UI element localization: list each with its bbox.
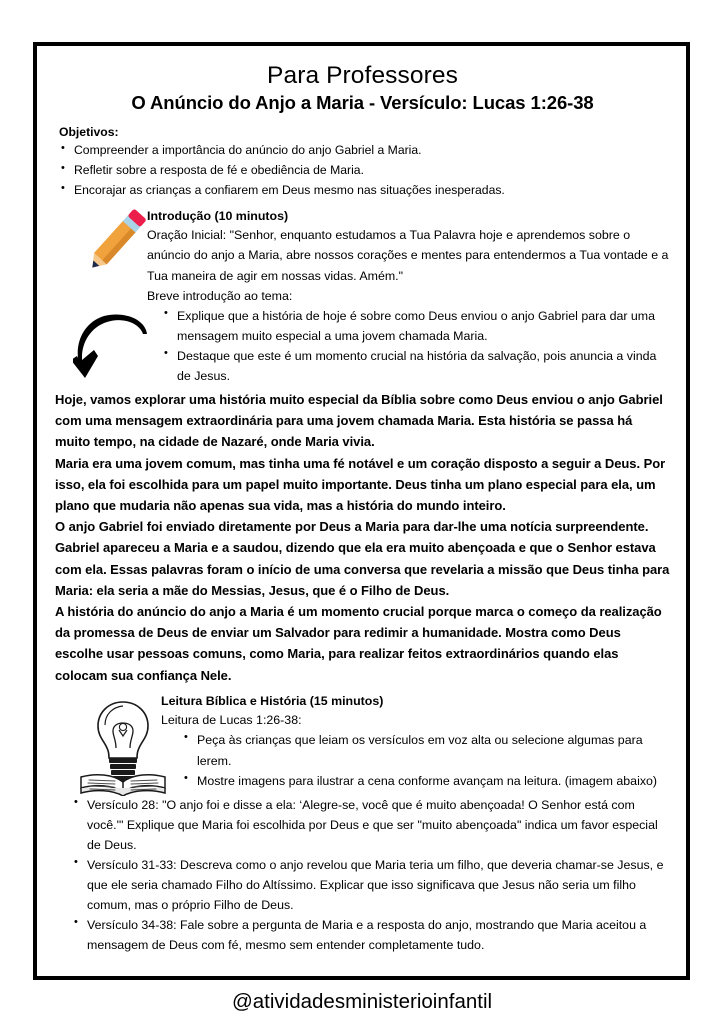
narrative-paragraph: O anjo Gabriel foi enviado diretamente por Deus a Maria para dar-lhe uma notícia surpreendente. Gabriel apareceu a Maria e a saudou, dizendo que ela era muito abençoada e que o Senhor estava com ela. Essas palavras foram o início de uma conversa que revelaria a missão que Deus tinha para Maria: ela seria a mãe do Messias, Jesus, que é o Filho de Deus. xyxy=(55,519,670,598)
list-item: • Peça às crianças que leiam os versículos em voz alta ou selecione algumas para lerem. xyxy=(179,730,670,770)
bible-reading-bullet-list xyxy=(179,730,670,790)
introduction-bullet-text xyxy=(159,306,670,386)
bible-reading-label: Leitura de Lucas 1:26-38: xyxy=(161,713,302,728)
list-item: • Mostre imagens para ilustrar a cena conforme avançam na leitura. (imagem abaixo) xyxy=(179,771,670,791)
introduction-bullets-section xyxy=(55,306,670,386)
introduction-topic-label: Breve introdução ao tema: xyxy=(147,288,293,303)
introduction-section xyxy=(55,207,670,306)
lightbulb-on-book-icon xyxy=(75,696,171,801)
page-content xyxy=(37,46,686,976)
bible-reading-text xyxy=(161,692,670,791)
curved-arrow-icon xyxy=(73,308,151,385)
list-item: • Refletir sobre a resposta de fé e obediência de Maria. xyxy=(55,161,670,181)
footer-handle: @atividadesministerioinfantil xyxy=(231,990,493,1013)
list-item: • Compreender a importância do anúncio do anjo Gabriel a Maria. xyxy=(55,141,670,161)
page-title: Para Professores xyxy=(267,62,458,89)
list-item: • Explique que a história de hoje é sobre como Deus enviou o anjo Gabriel para dar uma mensagem muito especial a uma jovem chamada Maria. xyxy=(159,306,670,346)
verse-list xyxy=(67,795,670,956)
bible-reading-heading: Leitura Bíblica e História (15 minutos) xyxy=(161,693,384,708)
narrative-paragraph: Hoje, vamos explorar uma história muito especial da Bíblia sobre como Deus enviou o anjo Gabriel com uma mensagem extraordinária para uma jovem chamada Maria. Esta história se passa há muito tempo, na cidade de Nazaré, onde Maria vivia. xyxy=(55,392,663,450)
narrative-block xyxy=(55,389,670,686)
page-border-frame xyxy=(33,42,690,980)
list-item: • Versículo 31-33: Descreva como o anjo revelou que Maria teria um filho, que deveria chamar-se Jesus, e que ele seria chamado Filho do Altíssimo. Explicar que isso significava que Jesus não seria um filho comum, mas o próprio Filho de Deus. xyxy=(67,855,670,915)
introduction-prayer: Oração Inicial: "Senhor, enquanto estudamos a Tua Palavra hoje e aprendemos sobre o anúncio do anjo a Maria, abre nossos corações e mentes para entendermos a Tua vontade e a Tua maneira de agir em nossas vidas. Amém." xyxy=(147,228,669,283)
narrative-paragraph: Maria era uma jovem comum, mas tinha uma fé notável e um coração disposto a seguir a Deus. Por isso, ela foi escolhida para um papel muito importante. Deus tinha um plano especial para ela, um plano que mudaria não apenas sua vida, mas a história do mundo inteiro. xyxy=(55,455,666,514)
introduction-bullet-list xyxy=(159,306,670,386)
introduction-text xyxy=(147,207,670,306)
list-item: • Encorajar as crianças a confiarem em Deus mesmo nas situações inesperadas. xyxy=(55,181,670,201)
objectives-heading: Objetivos: xyxy=(59,125,119,140)
introduction-heading: Introdução (10 minutos) xyxy=(147,208,289,223)
page-subtitle: O Anúncio do Anjo a Maria - Versículo: Lucas 1:26-38 xyxy=(131,92,594,114)
objectives-list xyxy=(55,141,670,200)
list-item: • Destaque que este é um momento crucial na história da salvação, pois anuncia a vinda de Jesus. xyxy=(159,346,670,386)
list-item: • Versículo 34-38: Fale sobre a pergunta de Maria e a resposta do anjo, mostrando que Maria aceitou a mensagem de Deus com fé, mesmo sem entender completamente tudo. xyxy=(67,915,670,955)
narrative-paragraph: A história do anúncio do anjo a Maria é um momento crucial porque marca o começo da realização da promessa de Deus de enviar um Salvador para redimir a humanidade. Mostra como Deus escolhe usar pessoas comuns, como Maria, para realizar feitos extraordinários quando elas colocam sua confiança Nele. xyxy=(55,603,662,683)
list-item: • Versículo 28: "O anjo foi e disse a ela: ‘Alegre-se, você que é muito abençoada! O Senhor está com você.'" Explique que Maria foi escolhida por Deus e que ser "muito abençoada" indica um favor especial de Deus. xyxy=(67,795,670,855)
pencil-icon xyxy=(77,209,147,286)
bible-reading-section xyxy=(55,692,670,791)
